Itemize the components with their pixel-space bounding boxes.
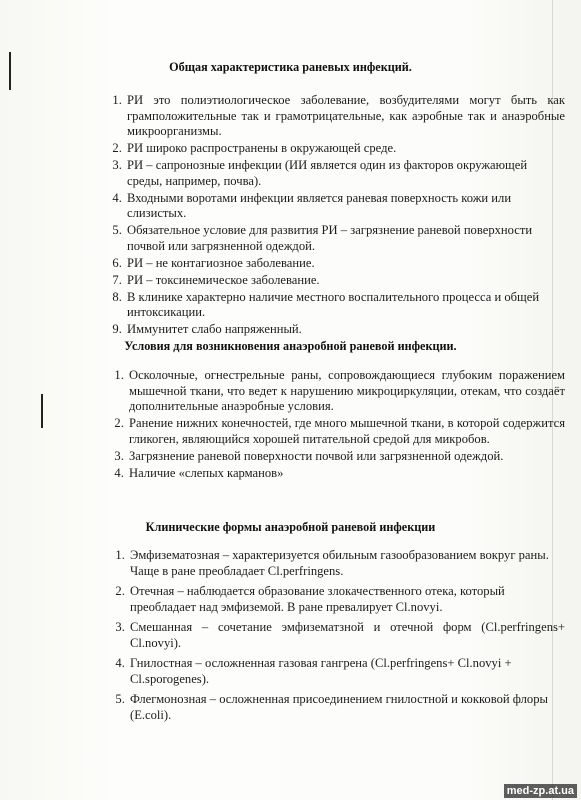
list-item: 2. РИ широко распространены в окружающей среде. bbox=[125, 141, 565, 157]
list-item: 1. Осколочные, огнестрельные раны, сопровождающиеся глубоким поражением мышечной ткани, что ведет к нарушению микроциркуляции, отекам, что создаёт дополнительные анаэробные условия. bbox=[127, 368, 565, 415]
list-item: 9. Иммунитет слабо напряженный. bbox=[125, 322, 565, 338]
list-item: 4. Гнилостная – осложненная газовая гангрена (Cl.perfringens+ Cl.novyi + Cl.sporogenes). bbox=[128, 656, 565, 687]
section-title-general: Общая характеристика раневых инфекций. bbox=[169, 60, 412, 74]
margin-mark bbox=[41, 394, 43, 428]
list-item: 6. РИ – не контагиозное заболевание. bbox=[125, 256, 565, 272]
list-general bbox=[101, 93, 565, 339]
list-item: 3. Загрязнение раневой поверхности почвой или загрязненной одеждой. bbox=[127, 449, 565, 465]
section-title-conditions: Условия для возникновения анаэробной раневой инфекции. bbox=[124, 339, 457, 353]
list-item: 2. Ранение нижних конечностей, где много мышечной ткани, в которой содержится гликоген, являющийся хорошей питательной средой для микробов. bbox=[127, 416, 565, 447]
list-item: 3. РИ – сапронозные инфекции (ИИ является один из факторов окружающей среды, например, почва). bbox=[125, 158, 565, 189]
list-item: 1. РИ это полиэтиологическое заболевание, возбудителями могут быть как грамположительные так и грамотрицательные, как аэробные так и анаэробные микроорганизмы. bbox=[125, 93, 565, 140]
list-item: 4. Входными воротами инфекции является раневая поверхность кожи или слизистых. bbox=[125, 191, 565, 222]
list-item: 5. Флегмонозная – осложненная присоединением гнилостной и кокковой флоры (E.coli). bbox=[128, 692, 565, 723]
list-item: 5. Обязательное условие для развития РИ – загрязнение раневой поверхности почвой или загрязненной одеждой. bbox=[125, 223, 565, 254]
list-item: 1. Эмфизематозная – характеризуется обильным газообразованием вокруг раны. Чаще в ране преобладает Cl.perfringens. bbox=[128, 548, 565, 579]
list-clinical-forms bbox=[104, 548, 565, 728]
list-item: 7. РИ – токсинемическое заболевание. bbox=[125, 273, 565, 289]
list-conditions bbox=[103, 368, 565, 483]
section-title-clinical-forms: Клинические формы анаэробной раневой инфекции bbox=[145, 520, 436, 534]
site-watermark: med-zp.at.ua bbox=[504, 784, 577, 798]
list-item: 3. Смешанная – сочетание эмфизематзной и отечной форм (Cl.perfringens+ Cl.novyi). bbox=[128, 620, 565, 651]
list-item: 4. Наличие «слепых карманов» bbox=[127, 466, 565, 482]
list-item: 2. Отечная – наблюдается образование злокачественного отека, который преобладает над эмфиземой. В ране превалирует Cl.novyi. bbox=[128, 584, 565, 615]
list-item: 8. В клинике характерно наличие местного воспалительного процесса и общей интоксикации. bbox=[125, 290, 565, 321]
